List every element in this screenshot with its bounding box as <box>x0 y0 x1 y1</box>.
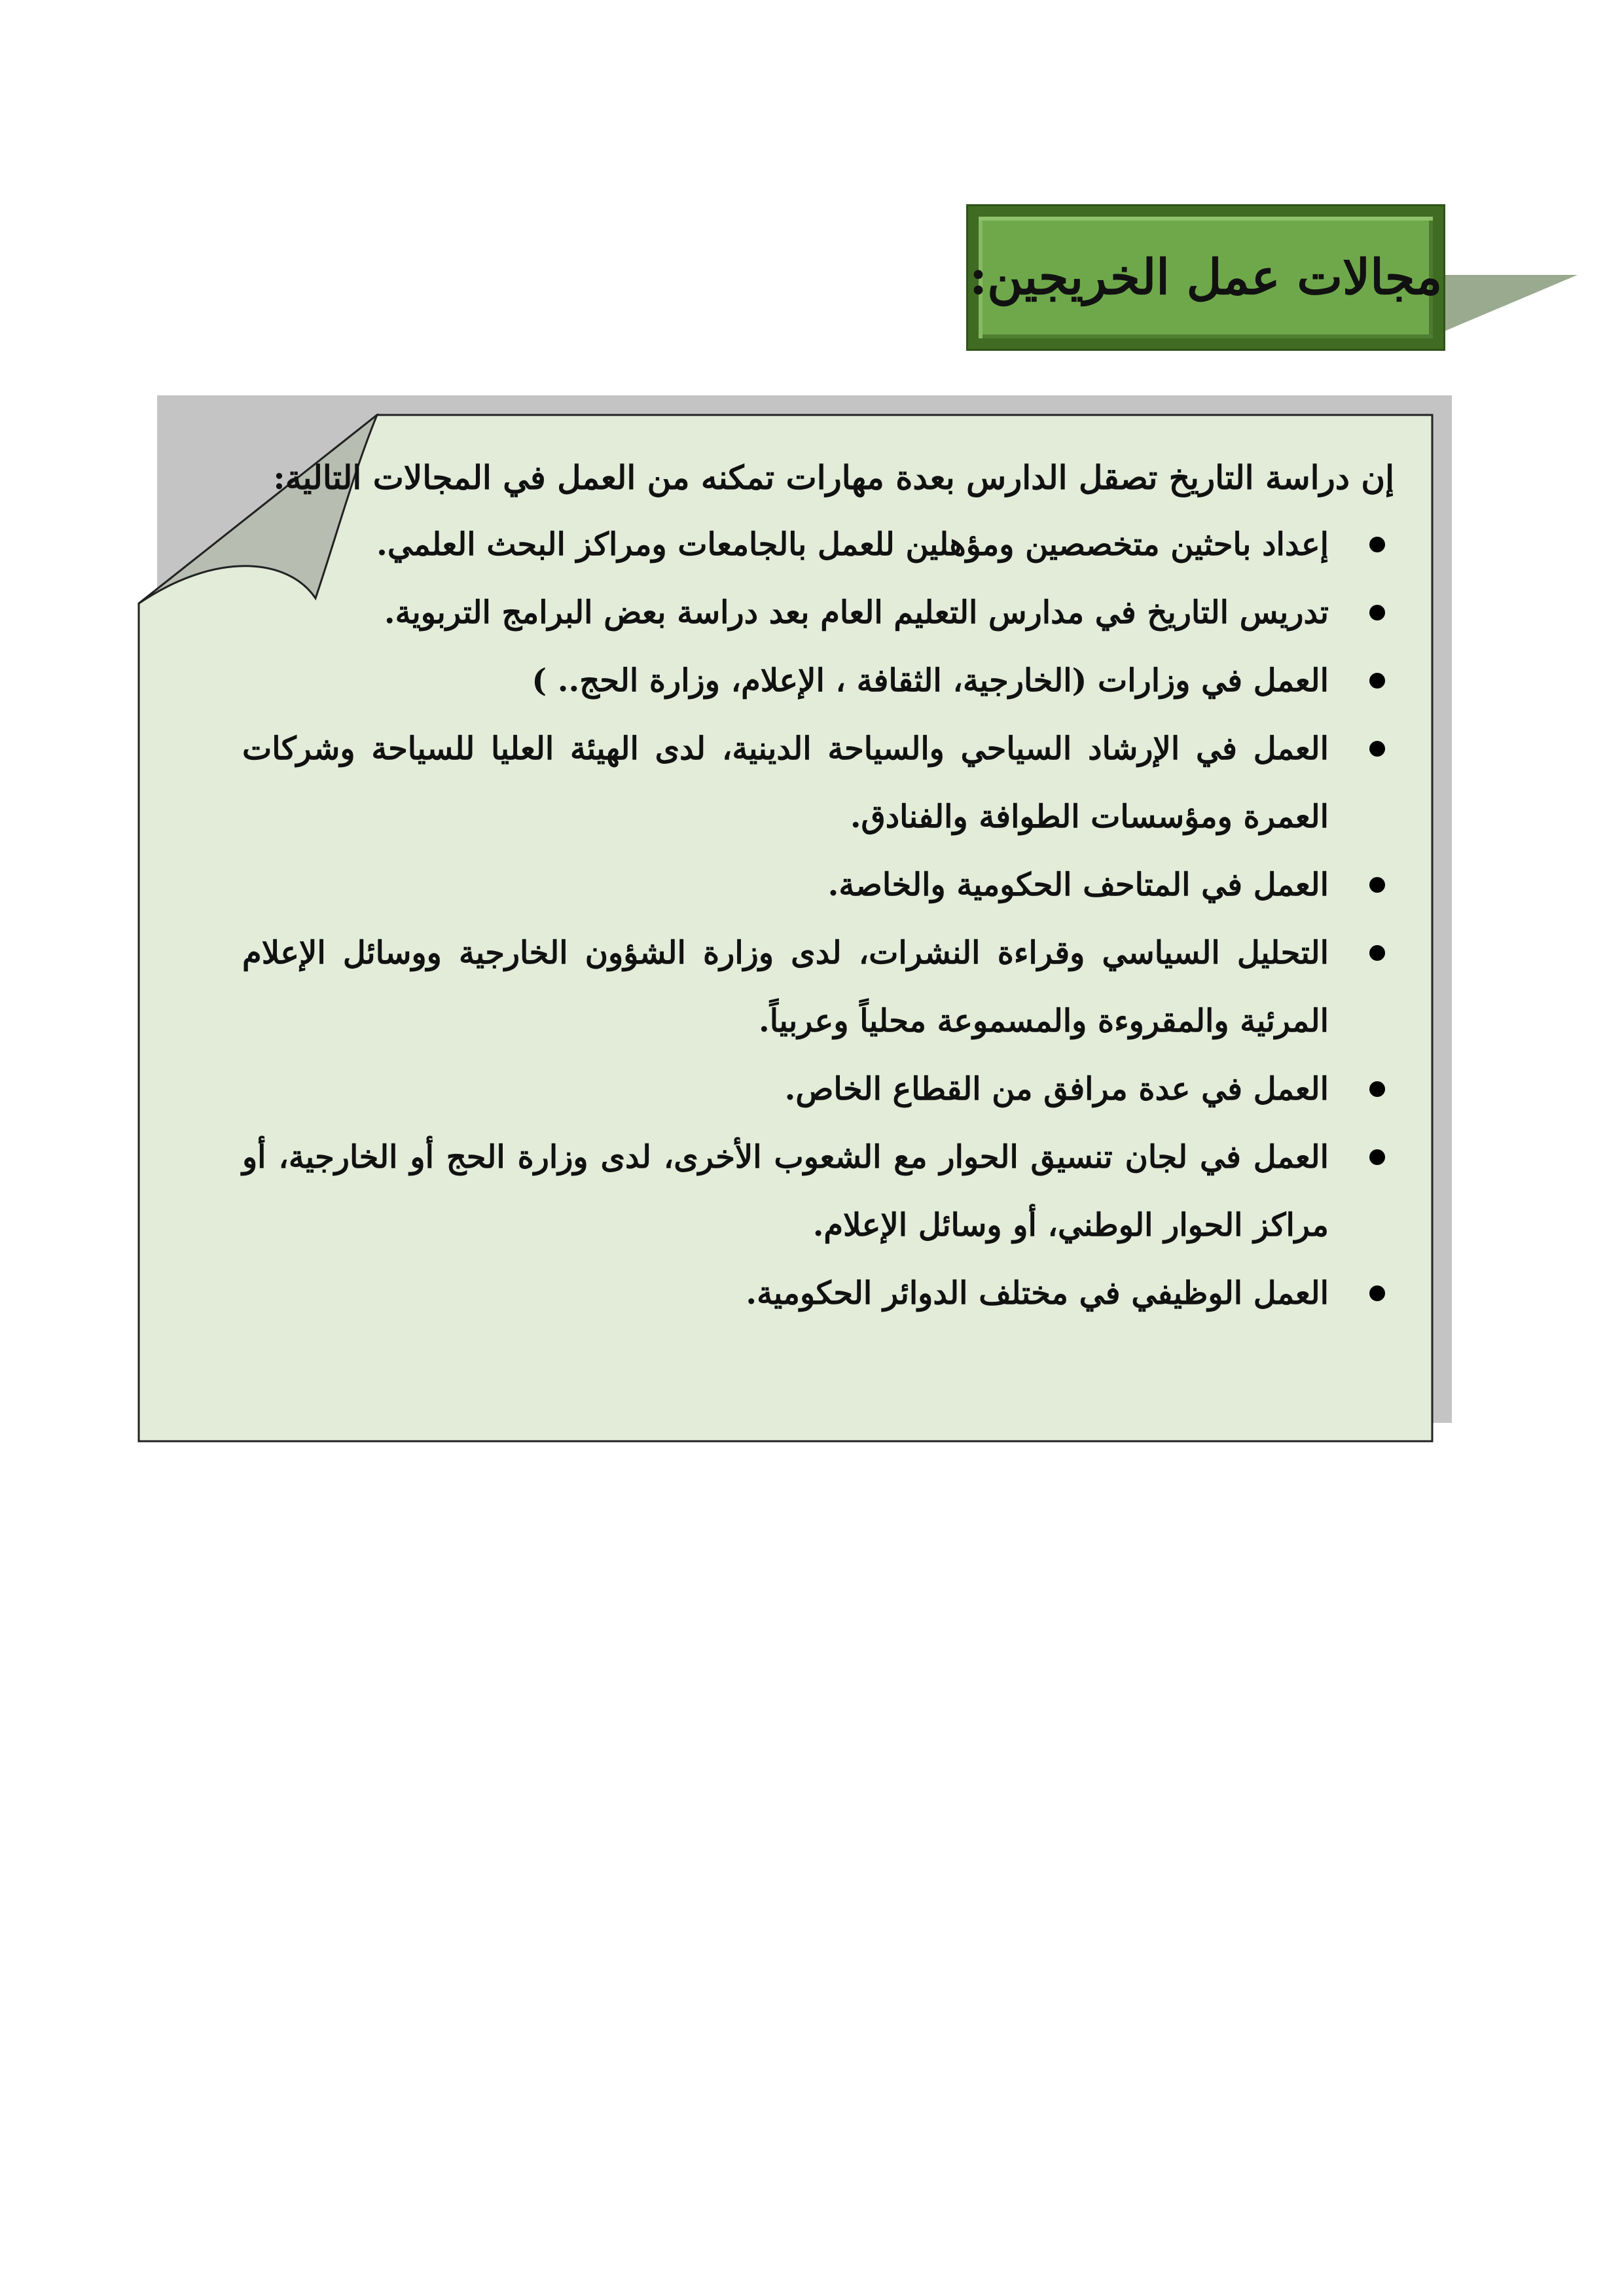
bullet-icon <box>1369 1081 1385 1097</box>
list-item <box>242 511 1394 579</box>
list-item <box>242 919 1394 1055</box>
section-title-banner <box>966 204 1445 351</box>
bullet-icon <box>1369 537 1385 552</box>
list-item <box>242 1259 1394 1327</box>
list-item-text: العمل في وزارات (الخارجية، الثقافة ، الإعلام، وزارة الحج.. ) <box>532 662 1329 699</box>
bullet-icon <box>1369 945 1385 961</box>
card-content <box>242 452 1394 1327</box>
intro-paragraph: إن دراسة التاريخ تصقل الدارس بعدة مهارات تمكنه من العمل في المجالات التالية: <box>273 458 1394 497</box>
list-item <box>242 579 1394 647</box>
bullet-icon <box>1369 877 1385 893</box>
bullet-icon <box>1369 1149 1385 1165</box>
section-title: مجالات عمل الخريجين: <box>969 249 1443 306</box>
bullet-icon <box>1369 1285 1385 1301</box>
list-item-text: العمل في الإرشاد السياحي والسياحة الدينية، لدى الهيئة العليا للسياحة وشركات العمرة ومؤسسات الطوافة والفنادق. <box>242 730 1329 835</box>
list-item <box>242 851 1394 919</box>
list-item-text: التحليل السياسي وقراءة النشرات، لدى وزارة الشؤون الخارجية ووسائل الإعلام المرئية والمقروءة والمسموعة محلياً وعربياً. <box>242 935 1329 1039</box>
career-list <box>242 511 1394 1327</box>
list-item-text: إعداد باحثين متخصصين ومؤهلين للعمل بالجامعات ومراكز البحث العلمي. <box>376 526 1329 563</box>
list-item-text: العمل الوظيفي في مختلف الدوائر الحكومية. <box>746 1275 1329 1312</box>
list-item-text: تدريس التاريخ في مدارس التعليم العام بعد دراسة بعض البرامج التربوية. <box>384 594 1329 631</box>
bullet-icon <box>1369 673 1385 689</box>
bullet-icon <box>1369 605 1385 620</box>
list-item <box>242 647 1394 715</box>
list-item-text: العمل في لجان تنسيق الحوار مع الشعوب الأخرى، لدى وزارة الحج أو الخارجية، أو مراكز الحوار الوطني، أو وسائل الإعلام. <box>242 1139 1329 1244</box>
bullet-icon <box>1369 741 1385 757</box>
list-item <box>242 1123 1394 1259</box>
list-item <box>242 715 1394 851</box>
list-item <box>242 1055 1394 1123</box>
list-item-text: العمل في عدة مرافق من القطاع الخاص. <box>784 1071 1329 1107</box>
list-item-text: العمل في المتاحف الحكومية والخاصة. <box>827 867 1329 903</box>
